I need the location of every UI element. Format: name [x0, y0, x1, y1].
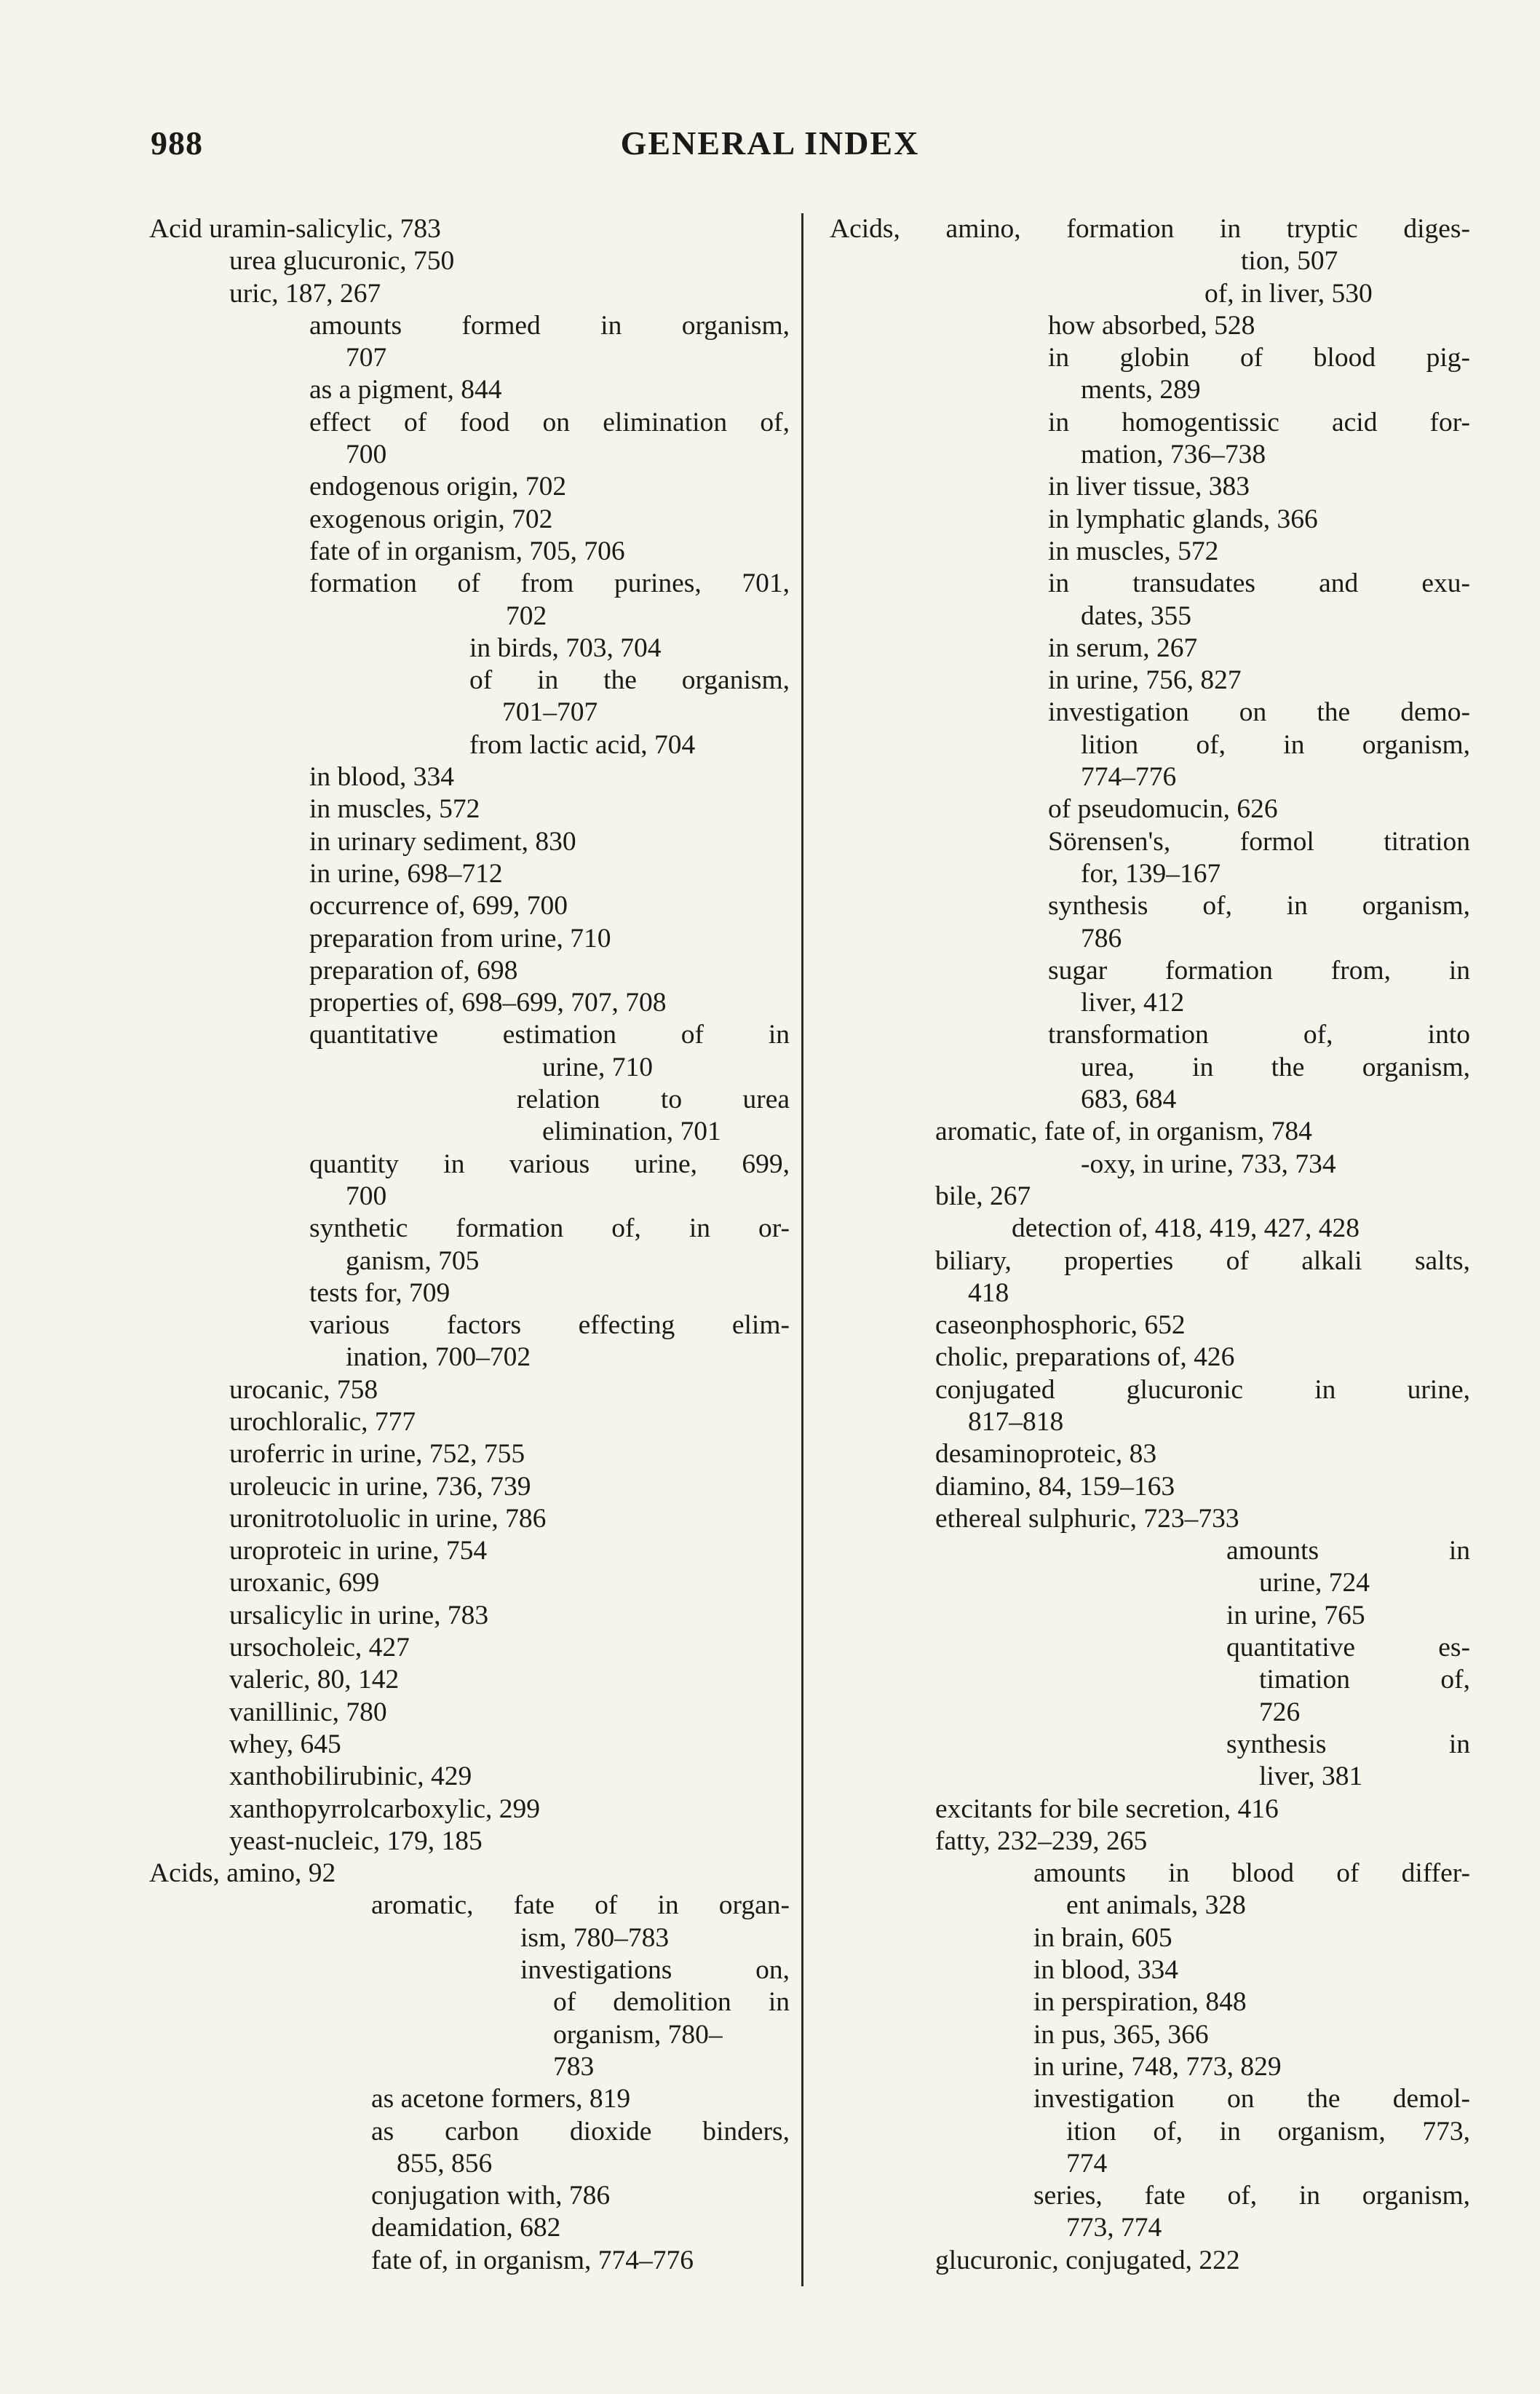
index-entry: in muscles, 572 [1048, 536, 1219, 566]
page-header [0, 124, 1540, 182]
index-column-right [830, 213, 1470, 2277]
index-entry: in blood, 334 [1033, 1955, 1178, 1986]
index-entry: Acids, amino, formation in tryptic diges- [830, 214, 1470, 244]
index-entry: urocanic, 758 [229, 1374, 378, 1405]
index-entry: aromatic, fate of, in organism, 784 [935, 1117, 1312, 1147]
index-entry: in pus, 365, 366 [1033, 2019, 1209, 2050]
index-entry: of pseudomucin, 626 [1048, 794, 1278, 825]
index-entry: 855, 856 [397, 2148, 493, 2179]
index-entry: in urine, 698–712 [309, 858, 503, 889]
index-entry: deamidation, 682 [371, 2213, 561, 2243]
index-entry: for, 139–167 [1081, 858, 1221, 889]
index-entry: urea, in the organism, [1081, 1052, 1470, 1082]
index-entry: as carbon dioxide binders, [371, 2116, 790, 2147]
index-entry: in blood, 334 [309, 762, 454, 793]
index-entry: as a pigment, 844 [309, 375, 502, 405]
index-entry: ments, 289 [1081, 375, 1201, 405]
index-entry: xanthopyrrolcarboxylic, 299 [229, 1793, 540, 1824]
index-entry: investigations on, [520, 1955, 790, 1986]
index-entry: 783 [553, 2051, 595, 2082]
index-entry: caseonphosphoric, 652 [935, 1310, 1186, 1341]
index-entry: -oxy, in urine, 733, 734 [1081, 1149, 1336, 1179]
index-entry: fatty, 232–239, 265 [935, 1826, 1148, 1856]
index-entry: synthesis of, in organism, [1048, 891, 1470, 921]
index-entry: 774–776 [1081, 762, 1177, 793]
index-entry: dates, 355 [1081, 601, 1192, 631]
index-entry: uroleucic in urine, 736, 739 [229, 1471, 531, 1502]
index-entry: 418 [968, 1277, 1009, 1308]
index-entry: in urine, 756, 827 [1048, 665, 1242, 696]
index-entry: desaminoproteic, 83 [935, 1439, 1157, 1470]
index-entry: in urine, 748, 773, 829 [1033, 2051, 1282, 2082]
index-entry: of, in liver, 530 [1204, 278, 1373, 309]
index-entry: fate of, in organism, 774–776 [371, 2245, 694, 2275]
index-entry: 726 [1259, 1697, 1301, 1727]
index-entry: aromatic, fate of in organ- [371, 1890, 790, 1921]
index-entry: conjugated glucuronic in urine, [935, 1374, 1470, 1405]
index-entry: ursalicylic in urine, 783 [229, 1600, 489, 1630]
index-entry: quantity in various urine, 699, [309, 1149, 790, 1179]
index-entry: glucuronic, conjugated, 222 [935, 2245, 1240, 2275]
index-entry: in perspiration, 848 [1033, 1987, 1247, 2018]
index-entry: formation of from purines, 701, [309, 568, 790, 599]
index-entry: 683, 684 [1081, 1085, 1177, 1115]
index-entry: 701–707 [502, 697, 598, 728]
index-entry: uronitrotoluolic in urine, 786 [229, 1503, 547, 1534]
index-entry: timation of, [1259, 1665, 1470, 1695]
index-entry: effect of food on elimination of, [309, 407, 790, 437]
index-entry: as acetone formers, 819 [371, 2084, 631, 2114]
index-entry: ition of, in organism, 773, [1066, 2116, 1470, 2147]
index-entry: 700 [346, 440, 387, 470]
index-entry: 774 [1066, 2148, 1108, 2179]
index-entry: bile, 267 [935, 1181, 1031, 1211]
index-entry: 707 [346, 343, 387, 373]
index-entry: 817–818 [968, 1406, 1064, 1437]
index-entry: Acids, amino, 92 [149, 1858, 336, 1889]
index-entry: ganism, 705 [346, 1245, 480, 1276]
index-entry: urine, 710 [542, 1052, 654, 1082]
index-entry: whey, 645 [229, 1729, 341, 1759]
index-entry: in birds, 703, 704 [469, 633, 662, 663]
index-entry: in liver tissue, 383 [1048, 472, 1250, 502]
index-entry: yeast-nucleic, 179, 185 [229, 1826, 483, 1856]
index-entry: urochloralic, 777 [229, 1406, 416, 1437]
page-number: 988 [151, 124, 203, 162]
index-column-left [149, 213, 790, 2277]
index-entry: various factors effecting elim- [309, 1310, 790, 1341]
index-entry: ism, 780–783 [520, 1922, 670, 1953]
index-entry: preparation of, 698 [309, 955, 518, 986]
index-entry: sugar formation from, in [1048, 955, 1470, 986]
index-entry: lition of, in organism, [1081, 729, 1470, 760]
index-entry: ethereal sulphuric, 723–733 [935, 1503, 1239, 1534]
index-entry: in muscles, 572 [309, 794, 480, 825]
index-entry: excitants for bile secretion, 416 [935, 1793, 1279, 1824]
index-entry: urine, 724 [1259, 1568, 1370, 1598]
index-entry: in brain, 605 [1033, 1922, 1172, 1953]
index-entry: Sörensen's, formol titration [1048, 826, 1470, 857]
index-entry: Acid uramin-salicylic, 783 [149, 214, 441, 244]
index-entry: amounts in [1226, 1536, 1470, 1566]
index-entry: uroferric in urine, 752, 755 [229, 1439, 525, 1470]
index-entry: in serum, 267 [1048, 633, 1198, 663]
index-entry: liver, 412 [1081, 988, 1185, 1018]
index-entry: uroproteic in urine, 754 [229, 1536, 488, 1566]
index-entry: in transudates and exu- [1048, 568, 1470, 599]
index-entry: how absorbed, 528 [1048, 310, 1255, 341]
index-entry: occurrence of, 699, 700 [309, 891, 568, 921]
index-entry: in urinary sediment, 830 [309, 826, 576, 857]
index-entry: biliary, properties of alkali salts, [935, 1245, 1470, 1276]
index-entry: investigation on the demo- [1048, 697, 1470, 728]
index-entry: 702 [506, 601, 547, 631]
index-entry: amounts in blood of differ- [1033, 1858, 1470, 1889]
index-entry: 773, 774 [1066, 2213, 1162, 2243]
index-entry: synthetic formation of, in or- [309, 1213, 790, 1244]
index-entry: quantitative estimation of in [309, 1020, 790, 1050]
index-entry: preparation from urine, 710 [309, 923, 611, 954]
index-entry: in globin of blood pig- [1048, 343, 1470, 373]
index-entry: uric, 187, 267 [229, 278, 381, 309]
index-entry: valeric, 80, 142 [229, 1665, 400, 1695]
index-entry: relation to urea [517, 1085, 790, 1115]
index-entry: xanthobilirubinic, 429 [229, 1761, 472, 1792]
index-entry: properties of, 698–699, 707, 708 [309, 988, 667, 1018]
index-entry: urea glucuronic, 750 [229, 246, 455, 277]
index-entry: fate of in organism, 705, 706 [309, 536, 625, 566]
index-entry: liver, 381 [1259, 1761, 1363, 1792]
index-entry: quantitative es- [1226, 1633, 1470, 1663]
index-entry: 700 [346, 1181, 387, 1211]
index-entry: series, fate of, in organism, [1033, 2181, 1470, 2211]
index-entry: synthesis in [1226, 1729, 1470, 1759]
index-entry: amounts formed in organism, [309, 310, 790, 341]
column-divider [801, 213, 803, 2286]
index-entry: in lymphatic glands, 366 [1048, 504, 1318, 534]
index-entry: diamino, 84, 159–163 [935, 1471, 1175, 1502]
index-entry: from lactic acid, 704 [469, 729, 696, 760]
index-entry: of demolition in [553, 1987, 790, 2018]
index-entry: detection of, 418, 419, 427, 428 [1012, 1213, 1360, 1244]
page-title: GENERAL INDEX [620, 124, 920, 162]
index-entry: conjugation with, 786 [371, 2181, 611, 2211]
index-entry: in homogentissic acid for- [1048, 407, 1470, 437]
index-entry: transformation of, into [1048, 1020, 1470, 1050]
index-entry: cholic, preparations of, 426 [935, 1342, 1235, 1373]
index-entry: vanillinic, 780 [229, 1697, 387, 1727]
index-entry: in urine, 765 [1226, 1600, 1365, 1630]
index-entry: ent animals, 328 [1066, 1890, 1246, 1921]
index-entry: tests for, 709 [309, 1277, 451, 1308]
index-entry: 786 [1081, 923, 1122, 954]
index-entry: mation, 736–738 [1081, 440, 1266, 470]
index-entry: tion, 507 [1241, 246, 1338, 277]
index-entry: organism, 780– [553, 2019, 723, 2050]
index-entry: ursocholeic, 427 [229, 1633, 410, 1663]
index-entry: of in the organism, [469, 665, 790, 696]
index-entry: exogenous origin, 702 [309, 504, 553, 534]
index-entry: ination, 700–702 [346, 1342, 531, 1373]
index-entry: investigation on the demol- [1033, 2084, 1470, 2114]
index-entry: elimination, 701 [542, 1117, 721, 1147]
index-entry: uroxanic, 699 [229, 1568, 380, 1598]
index-entry: endogenous origin, 702 [309, 472, 567, 502]
